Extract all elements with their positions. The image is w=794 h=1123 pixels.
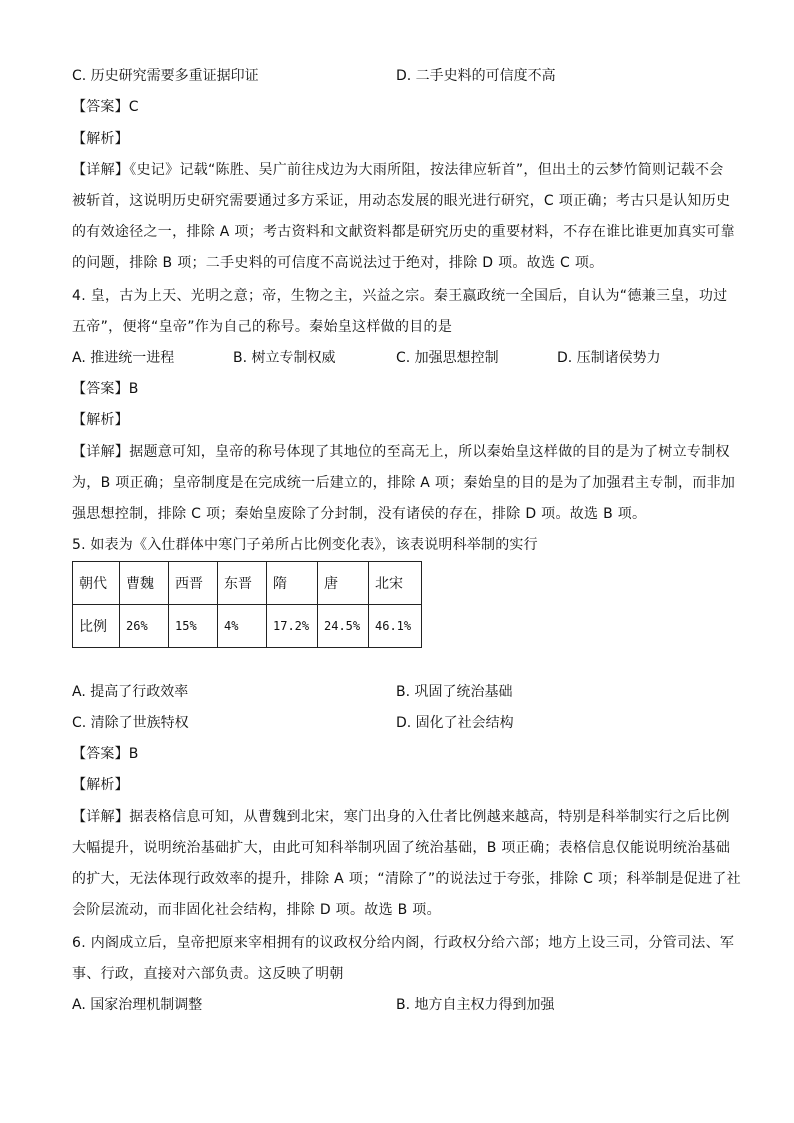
table-cell: 15% [169,605,218,648]
table-cell: 曹魏 [120,562,169,605]
q4-detail-line: 【详解】据题意可知，皇帝的称号体现了其地位的至高无上，所以秦始皇这样做的目的是为了树立专制权 [72,444,730,460]
q3-detail-line: 被斩首，这说明历史研究需要通过多方采证，用动态发展的眼光进行研究，C 项正确；考古只是认知历史 [72,193,731,209]
q5-detail-line: 的扩大，无法体现行政效率的提升，排除 A 项；“清除了”的说法过于夸张，排除 C 项；科举制是促进了社 [72,871,741,887]
q5-answer: 【答案】B [72,746,139,762]
q5-option-d: D. 固化了社会结构 [396,715,514,731]
q5-stem: 5. 如表为《入仕群体中寒门子弟所占比例变化表》，该表说明科举制的实行 [72,537,538,553]
table-cell: 唐 [318,562,369,605]
table-cell: 46.1% [369,605,422,648]
q6-option-a: A. 国家治理机制调整 [72,997,203,1013]
q3-option-d: D. 二手史料的可信度不高 [396,68,556,84]
q5-table [72,561,422,648]
q4-analysis-heading: 【解析】 [72,412,129,428]
table-cell: 隋 [267,562,318,605]
q6-stem-line: 事、行政，直接对六部负责。这反映了明朝 [72,966,344,982]
table-row [73,562,422,605]
q6-stem-line: 6. 内阁成立后，皇帝把原来宰相拥有的议政权分给内阁，行政权分给六部；地方上设三司，分管司法、军 [72,935,735,951]
q5-detail-line: 会阶层流动，而非固化社会结构，排除 D 项。故选 B 项。 [72,902,441,918]
q4-detail-line: 为，B 项正确；皇帝制度是在完成统一后建立的，排除 A 项；秦始皇的目的是为了加强君主专制，而非加 [72,475,736,491]
q3-analysis-heading: 【解析】 [72,131,129,147]
table-header-cell: 朝代 [73,562,120,605]
q5-option-b: B. 巩固了统治基础 [396,684,513,700]
table-cell: 西晋 [169,562,218,605]
q4-stem-line: 五帝”，便将“皇帝”作为自己的称号。秦始皇这样做的目的是 [72,319,453,335]
q4-answer: 【答案】B [72,381,139,397]
q5-option-c: C. 清除了世族特权 [72,715,189,731]
table-header-cell: 比例 [73,605,120,648]
q5-option-a: A. 提高了行政效率 [72,684,189,700]
q3-detail-line: 【详解】《史记》记载“陈胜、吴广前往戍边为大雨所阻，按法律应斩首”，但出土的云梦竹简则记载不会 [72,162,724,178]
q6-option-b: B. 地方自主权力得到加强 [396,997,555,1013]
q5-detail-line: 【详解】据表格信息可知，从曹魏到北宋，寒门出身的入仕者比例越来越高，特别是科举制实行之后比例 [72,809,730,825]
q3-detail-line: 的有效途径之一，排除 A 项；考古资料和文献资料都是研究历史的重要材料，不存在谁比谁更加真实可靠 [72,224,735,240]
table-cell: 东晋 [218,562,267,605]
q5-detail-line: 大幅提升，说明统治基础扩大，由此可知科举制巩固了统治基础，B 项正确；表格信息仅能说明统治基础 [72,840,731,856]
q4-option-c: C. 加强思想控制 [396,350,499,366]
table-cell: 17.2% [267,605,318,648]
table-cell: 24.5% [318,605,369,648]
q4-option-a: A. 推进统一进程 [72,350,175,366]
table-row [73,605,422,648]
table-cell: 26% [120,605,169,648]
q4-detail-line: 强思想控制，排除 C 项；秦始皇废除了分封制，没有诸侯的存在，排除 D 项。故选 B 项。 [72,506,647,522]
q3-answer: 【答案】C [72,99,139,115]
table-cell: 北宋 [369,562,422,605]
q5-analysis-heading: 【解析】 [72,777,129,793]
q4-option-d: D. 压制诸侯势力 [557,350,661,366]
q3-detail-line: 的问题，排除 B 项；二手史料的可信度不高说法过于绝对，排除 D 项。故选 C 项。 [72,255,604,271]
q4-stem-line: 4. 皇，古为上天、光明之意；帝，生物之主，兴益之宗。秦王嬴政统一全国后，自认为“德兼三皇，功过 [72,288,728,304]
q3-option-c: C. 历史研究需要多重证据印证 [72,68,259,84]
table-cell: 4% [218,605,267,648]
q4-option-b: B. 树立专制权威 [233,350,336,366]
